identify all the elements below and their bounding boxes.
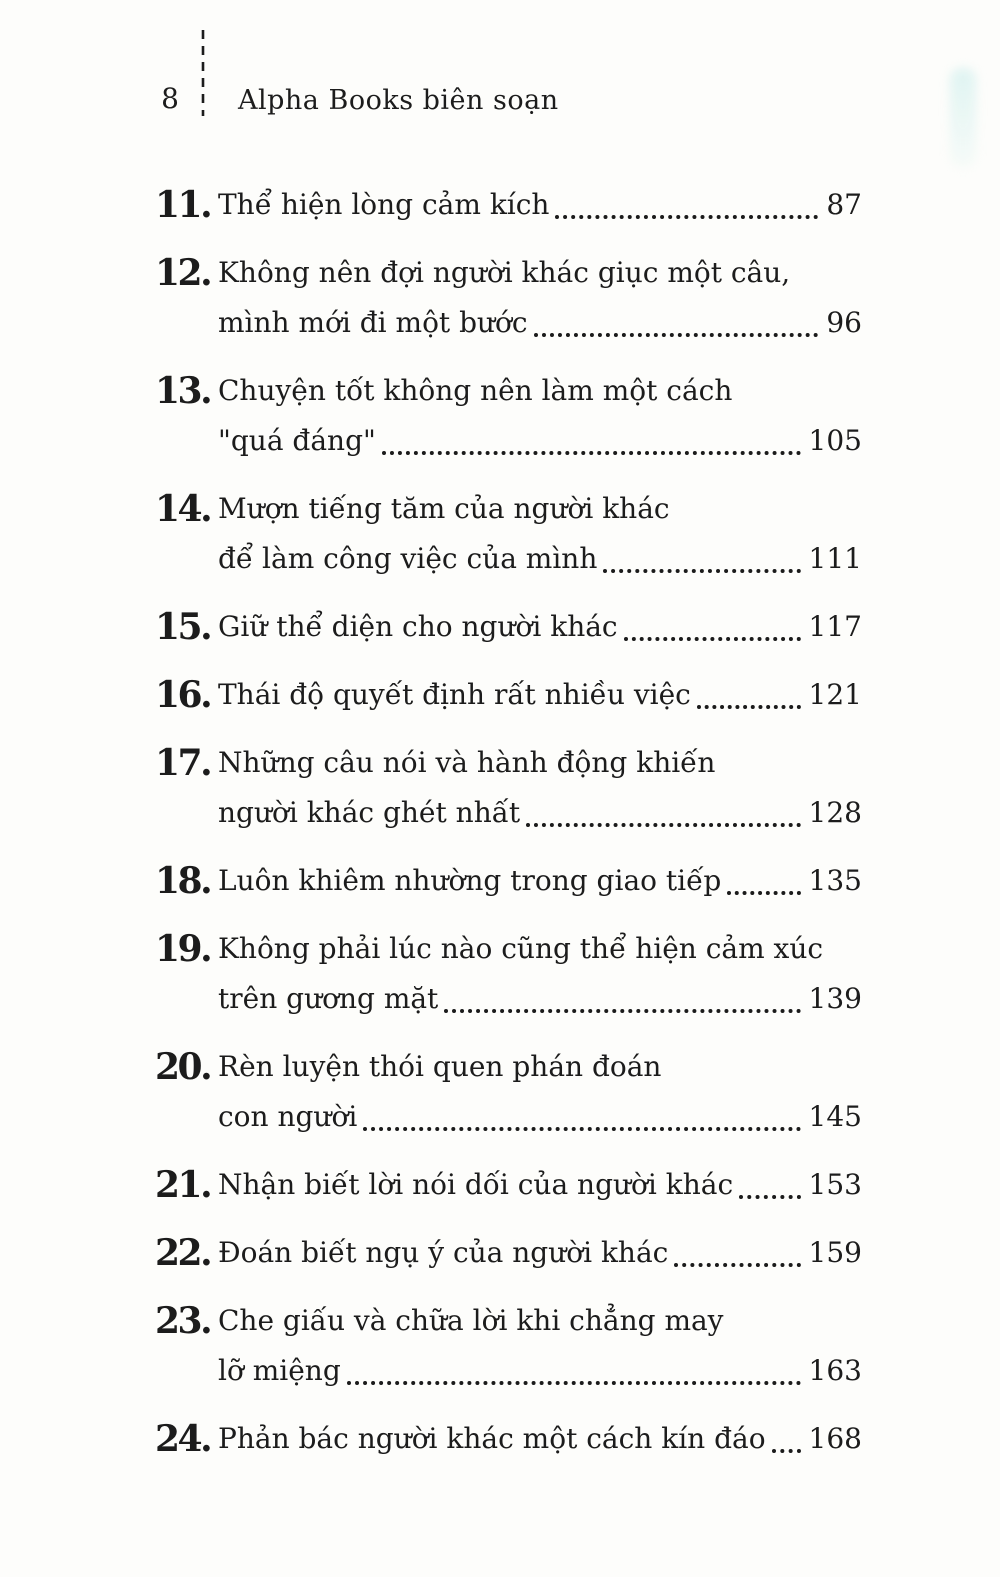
toc-entry-line bbox=[218, 1346, 862, 1396]
dot-leader bbox=[603, 569, 800, 573]
toc-entry-page: 128 bbox=[808, 796, 862, 829]
dot-leader bbox=[624, 637, 801, 641]
toc-entry bbox=[155, 1160, 862, 1210]
toc-entry-lines bbox=[218, 248, 862, 348]
toc-entry-page: 153 bbox=[808, 1168, 862, 1201]
toc-entry-title: Thể hiện lòng cảm kích bbox=[218, 188, 550, 221]
toc-entry-page: 163 bbox=[808, 1354, 862, 1387]
dot-leader bbox=[727, 891, 800, 895]
toc-entry-line bbox=[218, 924, 862, 974]
toc-entry-page: 159 bbox=[808, 1236, 862, 1269]
toc-entry-title: người khác ghét nhất bbox=[218, 796, 521, 829]
dot-leader bbox=[697, 705, 801, 709]
toc-entry-page: 87 bbox=[826, 188, 862, 221]
toc-entry-line bbox=[218, 856, 862, 906]
toc-entry bbox=[155, 670, 862, 720]
toc-entry-title: Giữ thể diện cho người khác bbox=[218, 610, 618, 643]
toc-entry-lines bbox=[218, 1414, 862, 1464]
toc-entry-title: Mượn tiếng tăm của người khác bbox=[218, 492, 670, 525]
toc-entry-number: 19. bbox=[155, 928, 211, 970]
toc-entry-number: 23. bbox=[155, 1300, 211, 1342]
toc-entry-page: 96 bbox=[826, 306, 862, 339]
toc-entry-lines bbox=[218, 366, 862, 466]
toc-entry-line bbox=[218, 1092, 862, 1142]
toc-entry-page: 105 bbox=[808, 424, 862, 457]
toc-entry-number: 15. bbox=[155, 606, 211, 648]
toc-entry-line bbox=[218, 484, 862, 534]
toc-entry-lines bbox=[218, 1160, 862, 1210]
toc-entry bbox=[155, 180, 862, 230]
toc-entry-line bbox=[218, 416, 862, 466]
toc-entry bbox=[155, 366, 862, 466]
toc-entry-title: Không phải lúc nào cũng thể hiện cảm xúc bbox=[218, 932, 824, 965]
dot-leader bbox=[772, 1449, 801, 1453]
toc-entry-line bbox=[218, 1160, 862, 1210]
toc-entry-lines bbox=[218, 738, 862, 838]
toc-entry-number: 20. bbox=[155, 1046, 211, 1088]
toc-entry-page: 117 bbox=[808, 610, 862, 643]
dot-leader bbox=[674, 1263, 800, 1267]
toc-entry-line bbox=[218, 1414, 862, 1464]
toc-entry-line bbox=[218, 670, 862, 720]
toc-entry-page: 135 bbox=[808, 864, 862, 897]
toc-entry-lines bbox=[218, 180, 862, 230]
toc-entry-title: con người bbox=[218, 1100, 358, 1133]
toc-entry bbox=[155, 484, 862, 584]
toc-entry-line bbox=[218, 298, 862, 348]
toc-entry-line bbox=[218, 974, 862, 1024]
toc-entry-line bbox=[218, 248, 862, 298]
toc-entry-page: 139 bbox=[808, 982, 862, 1015]
toc-entry-line bbox=[218, 180, 862, 230]
toc-entry-line bbox=[218, 788, 862, 838]
toc-entry-title: Chuyện tốt không nên làm một cách bbox=[218, 374, 733, 407]
toc-entry bbox=[155, 602, 862, 652]
toc-entry-line bbox=[218, 1296, 862, 1346]
toc-entry-line bbox=[218, 1042, 862, 1092]
toc-list bbox=[155, 180, 862, 1482]
toc-entry-lines bbox=[218, 1296, 862, 1396]
toc-entry-title: Che giấu và chữa lời khi chẳng may bbox=[218, 1304, 724, 1337]
toc-entry-title: Không nên đợi người khác giục một câu, bbox=[218, 256, 791, 289]
toc-entry-number: 14. bbox=[155, 488, 211, 530]
toc-entry-number: 16. bbox=[155, 674, 211, 716]
dot-leader bbox=[739, 1195, 800, 1199]
page-number: 8 bbox=[161, 82, 179, 115]
toc-entry-lines bbox=[218, 1228, 862, 1278]
toc-entry-title: Nhận biết lời nói dối của người khác bbox=[218, 1168, 734, 1201]
dot-leader bbox=[526, 823, 800, 827]
toc-entry bbox=[155, 248, 862, 348]
toc-entry-page: 168 bbox=[808, 1422, 862, 1455]
toc-entry-line bbox=[218, 366, 862, 416]
toc-entry bbox=[155, 738, 862, 838]
toc-entry-lines bbox=[218, 856, 862, 906]
toc-entry-title: Phản bác người khác một cách kín đáo bbox=[218, 1422, 766, 1455]
dot-leader bbox=[534, 333, 819, 337]
toc-entry-line bbox=[218, 602, 862, 652]
dot-leader bbox=[347, 1381, 801, 1385]
header-divider-dashed-line bbox=[201, 30, 205, 116]
toc-entry-page: 121 bbox=[808, 678, 862, 711]
toc-entry-number: 17. bbox=[155, 742, 211, 784]
toc-entry-line bbox=[218, 738, 862, 788]
toc-entry-lines bbox=[218, 484, 862, 584]
toc-entry-number: 22. bbox=[155, 1232, 211, 1274]
toc-entry bbox=[155, 924, 862, 1024]
scan-artifact bbox=[950, 68, 976, 168]
toc-entry-title: Đoán biết ngụ ý của người khác bbox=[218, 1236, 669, 1269]
toc-entry-title: "quá đáng" bbox=[218, 424, 376, 457]
toc-entry-lines bbox=[218, 1042, 862, 1142]
toc-entry-page: 145 bbox=[808, 1100, 862, 1133]
toc-entry-title: mình mới đi một bước bbox=[218, 306, 528, 339]
dot-leader bbox=[363, 1127, 800, 1131]
dot-leader bbox=[382, 451, 801, 455]
toc-entry-number: 12. bbox=[155, 252, 211, 294]
toc-entry-page: 111 bbox=[808, 542, 862, 575]
toc-entry-title: để làm công việc của mình bbox=[218, 542, 598, 575]
dot-leader bbox=[444, 1009, 800, 1013]
toc-entry bbox=[155, 1414, 862, 1464]
toc-entry-line bbox=[218, 1228, 862, 1278]
dot-leader bbox=[555, 215, 818, 219]
toc-entry-number: 18. bbox=[155, 860, 211, 902]
toc-entry-lines bbox=[218, 670, 862, 720]
toc-entry-title: Luôn khiêm nhường trong giao tiếp bbox=[218, 864, 722, 897]
toc-entry bbox=[155, 1296, 862, 1396]
toc-entry-title: lỡ miệng bbox=[218, 1354, 341, 1387]
toc-entry-title: Rèn luyện thói quen phán đoán bbox=[218, 1050, 662, 1083]
toc-entry-lines bbox=[218, 924, 862, 1024]
toc-entry-number: 21. bbox=[155, 1164, 211, 1206]
toc-entry bbox=[155, 856, 862, 906]
toc-entry-lines bbox=[218, 602, 862, 652]
toc-entry-number: 11. bbox=[155, 184, 211, 226]
toc-entry-number: 24. bbox=[155, 1418, 211, 1460]
toc-entry-number: 13. bbox=[155, 370, 211, 412]
toc-entry bbox=[155, 1042, 862, 1142]
toc-entry-title: Những câu nói và hành động khiến bbox=[218, 746, 716, 779]
toc-entry-title: trên gương mặt bbox=[218, 982, 439, 1015]
toc-entry-line bbox=[218, 534, 862, 584]
running-title: Alpha Books biên soạn bbox=[238, 85, 559, 116]
toc-entry bbox=[155, 1228, 862, 1278]
toc-entry-title: Thái độ quyết định rất nhiều việc bbox=[218, 678, 691, 711]
